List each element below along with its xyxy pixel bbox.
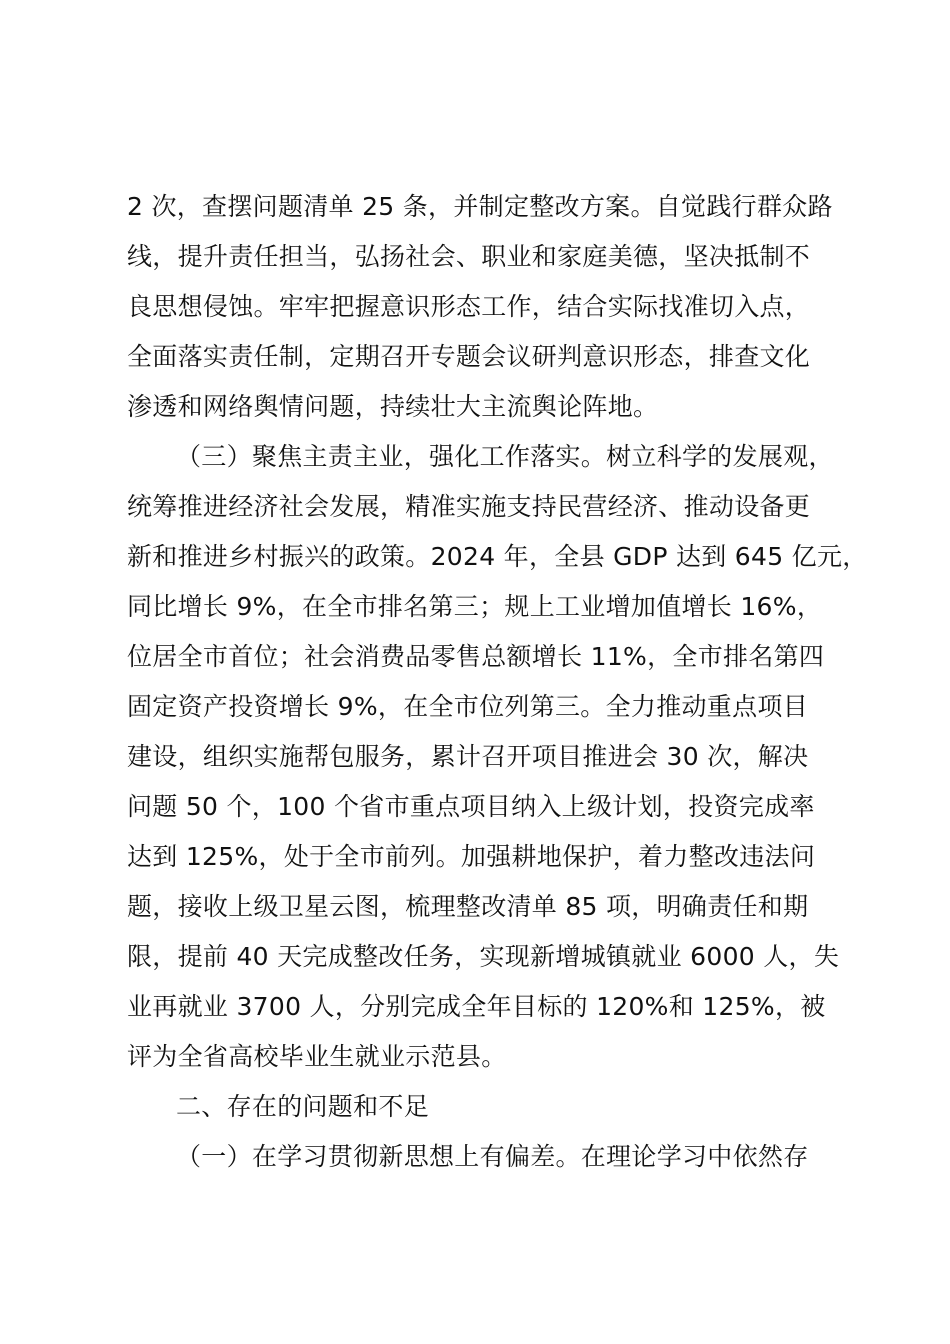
- text-line: 业再就业 3700 人，分别完成全年目标的 120%和 125%，被: [127, 992, 826, 1021]
- section-heading-paragraph: （三）聚焦主责主业，强化工作落实。树立科学的发展观，: [176, 442, 834, 471]
- text-line: 达到 125%，处于全市前列。加强耕地保护，着力整改违法问: [127, 842, 816, 871]
- text-line: 全面落实责任制，定期召开专题会议研判意识形态，排查文化: [127, 342, 811, 371]
- text-line: 固定资产投资增长 9%，在全市位列第三。全力推动重点项目: [127, 692, 809, 721]
- text-line: 限，提前 40 天完成整改任务，实现新增城镇就业 6000 人，失: [127, 942, 840, 971]
- text-line: 题，接收上级卫星云图，梳理整改清单 85 项，明确责任和期: [127, 892, 809, 921]
- subsection-heading-paragraph: （一）在学习贯彻新思想上有偏差。在理论学习中依然存: [176, 1142, 809, 1171]
- text-line: 统筹推进经济社会发展，精准实施支持民营经济、推动设备更: [127, 492, 811, 521]
- text-line: 问题 50 个，100 个省市重点项目纳入上级计划，投资完成率: [127, 792, 815, 821]
- section-title: 二、存在的问题和不足: [176, 1092, 430, 1121]
- text-line: 新和推进乡村振兴的政策。2024 年，全县 GDP 达到 645 亿元，: [127, 542, 868, 571]
- text-line: 评为全省高校毕业生就业示范县。: [127, 1042, 507, 1071]
- text-line: 建设，组织实施帮包服务，累计召开项目推进会 30 次，解决: [127, 742, 809, 771]
- text-line: 渗透和网络舆情问题，持续壮大主流舆论阵地。: [127, 392, 659, 421]
- text-line: 2 次，查摆问题清单 25 条，并制定整改方案。自觉践行群众路: [127, 192, 833, 221]
- text-line: 良思想侵蚀。牢牢把握意识形态工作，结合实际找准切入点，: [127, 292, 811, 321]
- text-line: 线，提升责任担当，弘扬社会、职业和家庭美德，坚决抵制不: [127, 242, 811, 271]
- text-line: 同比增长 9%，在全市排名第三；规上工业增加值增长 16%，: [127, 592, 823, 621]
- text-line: 位居全市首位；社会消费品零售总额增长 11%，全市排名第四: [127, 642, 825, 671]
